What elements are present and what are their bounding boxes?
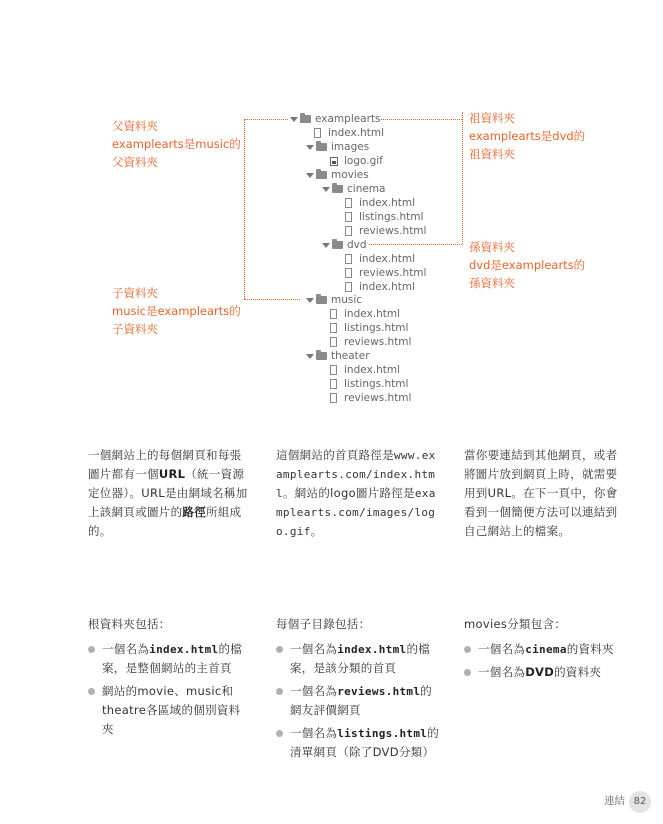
tree-label: reviews.html xyxy=(359,267,427,279)
tree-row-music-reviews[interactable] xyxy=(330,335,411,349)
folder-icon xyxy=(332,241,343,249)
file-icon xyxy=(345,254,352,264)
tree-label: index.html xyxy=(328,127,384,139)
connector-child-h xyxy=(244,299,300,300)
tree-label: index.html xyxy=(359,253,415,265)
folder-icon xyxy=(316,143,327,151)
connector-parent-h xyxy=(244,119,288,120)
bold-term-url: URL xyxy=(158,467,186,481)
chevron-down-icon[interactable] xyxy=(306,298,314,303)
list-item xyxy=(88,682,248,739)
tree-row-logo[interactable] xyxy=(330,154,383,168)
list-text: 的檔案，是該分類的首頁 xyxy=(290,642,431,675)
list-text: 一個名為 xyxy=(478,665,526,679)
list-text: 一個名為 xyxy=(290,684,338,698)
label-grandchild-line2: 孫資料夾 xyxy=(469,276,515,290)
tree-row-cinema-reviews[interactable] xyxy=(345,224,426,238)
connector-grandchild-h xyxy=(369,244,462,245)
label-grandparent-line1: examplearts是dvd的 xyxy=(469,129,586,143)
tree-label: music xyxy=(331,294,363,306)
connector-right-v xyxy=(462,112,463,244)
file-icon xyxy=(330,365,337,375)
tree-label: reviews.html xyxy=(359,225,427,237)
file-icon xyxy=(345,226,352,236)
label-parent-title: 父資料夾 xyxy=(112,119,158,133)
chevron-down-icon[interactable] xyxy=(306,173,314,178)
folder-icon xyxy=(332,185,343,193)
list-text: 一個名為 xyxy=(478,642,526,656)
file-icon xyxy=(330,323,337,333)
paragraph-text: 當你要連結到其他網頁，或者將圖片放到網頁上時，就需要用到URL。在下一頁中，你會看到一個簡便方法可以連結到自己網站上的檔案。 xyxy=(464,448,618,538)
list-text: 網站的movie、music和theatre各區域的個別資料夾 xyxy=(102,684,241,736)
tree-label: index.html xyxy=(359,197,415,209)
list-text: 一個名為 xyxy=(102,642,150,656)
tree-row-examplearts[interactable] xyxy=(290,112,381,126)
code-filename: index.html xyxy=(149,643,219,656)
file-icon xyxy=(345,198,352,208)
chevron-down-icon[interactable] xyxy=(290,117,298,122)
list-text: 一個名為 xyxy=(290,642,338,656)
label-parent-line1: examplearts是music的 xyxy=(112,137,241,151)
tree-row-theater-listings[interactable] xyxy=(330,377,408,391)
footer-section-title: 連結 xyxy=(604,795,625,807)
file-icon xyxy=(345,282,352,292)
tree-label: index.html xyxy=(344,308,400,320)
list-text: 的網友評價網頁 xyxy=(290,684,433,717)
label-child-line1: music是examplearts的 xyxy=(112,304,241,318)
label-parent xyxy=(112,117,241,171)
label-child xyxy=(112,284,241,338)
code-filename: listings.html xyxy=(337,727,428,740)
chevron-down-icon[interactable] xyxy=(322,187,330,192)
list-subdirectory xyxy=(276,615,440,766)
tree-row-theater-reviews[interactable] xyxy=(330,391,411,405)
tree-row-dvd[interactable] xyxy=(322,238,367,252)
tree-label: logo.gif xyxy=(344,155,383,167)
paragraph-text: （統一資源定位器）。URL是由網域名稱加上該網頁或圖片的 xyxy=(88,467,248,519)
file-icon xyxy=(330,393,337,403)
connector-grandparent-h xyxy=(381,119,462,120)
tree-label: cinema xyxy=(347,183,386,195)
label-grandparent-line2: 祖資料夾 xyxy=(469,147,515,161)
file-icon xyxy=(314,128,321,138)
tree-row-images[interactable] xyxy=(306,140,369,154)
list-item xyxy=(464,640,634,659)
list-item xyxy=(464,663,634,682)
page-number: 82 xyxy=(629,791,651,813)
tree-label: movies xyxy=(331,169,369,181)
tree-label: index.html xyxy=(359,281,415,293)
label-grandparent-title: 祖資料夾 xyxy=(469,111,515,125)
tree-row-index[interactable] xyxy=(314,126,384,140)
list-item xyxy=(276,724,440,762)
list-text: 的檔案，是整個網站的主首頁 xyxy=(102,642,243,675)
list-item xyxy=(88,640,248,678)
tree-row-theater-index[interactable] xyxy=(330,363,400,377)
tree-label: examplearts xyxy=(315,113,381,125)
tree-label: reviews.html xyxy=(344,392,412,404)
label-child-line2: 子資料夾 xyxy=(112,322,158,336)
tree-row-theater[interactable] xyxy=(306,349,370,363)
bold-term-path: 路徑 xyxy=(182,505,207,519)
tree-row-movies[interactable] xyxy=(306,168,369,182)
tree-label: dvd xyxy=(347,239,367,251)
label-grandchild-title: 孫資料夾 xyxy=(469,240,515,254)
tree-label: listings.html xyxy=(359,211,424,223)
paragraph-text: 所組成的。 xyxy=(88,505,242,538)
tree-row-dvd-index[interactable] xyxy=(345,252,415,266)
list-item xyxy=(276,640,440,678)
file-icon xyxy=(345,212,352,222)
list-heading: 每個子目錄包括： xyxy=(276,617,371,631)
tree-row-dvd-index2[interactable] xyxy=(345,280,415,294)
paragraph-text: 一個網站上的每個網頁和每張圖片都有一個 xyxy=(88,448,242,481)
list-text: 的資料夾 xyxy=(566,642,614,656)
tree-label: listings.html xyxy=(344,322,409,334)
tree-row-cinema-listings[interactable] xyxy=(345,210,423,224)
tree-label: listings.html xyxy=(344,378,409,390)
image-file-icon xyxy=(330,157,338,166)
tree-label: reviews.html xyxy=(344,336,412,348)
list-text: 一個名為 xyxy=(290,726,338,740)
tree-label: index.html xyxy=(344,364,400,376)
chevron-down-icon[interactable] xyxy=(322,243,330,248)
code-filename: reviews.html xyxy=(337,685,421,698)
paragraph-text: 。網站的logo圖片路徑是 xyxy=(282,486,415,500)
list-heading: movies分類包含： xyxy=(464,617,567,631)
tree-row-cinema[interactable] xyxy=(322,182,385,196)
list-movies xyxy=(464,615,634,686)
tree-label: images xyxy=(331,141,370,153)
chevron-down-icon[interactable] xyxy=(306,354,314,359)
tree-row-music-listings[interactable] xyxy=(330,321,408,335)
list-text: 的清單網頁（除了DVD分類） xyxy=(290,726,440,759)
list-heading: 根資料夾包括： xyxy=(88,617,171,631)
tree-row-music-index[interactable] xyxy=(330,307,400,321)
file-icon xyxy=(345,268,352,278)
code-homepage-path: www.examplearts.com/index.html xyxy=(276,449,436,500)
tree-label: theater xyxy=(331,350,370,362)
paragraph-url xyxy=(88,446,248,541)
tree-row-cinema-index[interactable] xyxy=(345,196,415,210)
paragraph-text: 這個網站的首頁路徑是 xyxy=(276,448,394,462)
code-filename: index.html xyxy=(337,643,407,656)
label-child-title: 子資料夾 xyxy=(112,286,158,300)
label-parent-line2: 父資料夾 xyxy=(112,155,158,169)
file-icon xyxy=(330,309,337,319)
paragraph-text: 。 xyxy=(310,524,323,538)
folder-icon xyxy=(300,115,311,123)
folder-icon xyxy=(316,296,327,304)
paragraph-paths xyxy=(276,446,438,541)
code-foldername: cinema xyxy=(525,643,567,656)
tree-row-music[interactable] xyxy=(306,293,362,307)
file-icon xyxy=(330,379,337,389)
list-text: 的資料夾 xyxy=(554,665,602,679)
list-root xyxy=(88,615,248,743)
file-icon xyxy=(330,337,337,347)
label-grandchild-line1: dvd是examplearts的 xyxy=(469,258,586,272)
list-item xyxy=(276,682,440,720)
label-grandchild xyxy=(469,238,585,292)
chevron-down-icon[interactable] xyxy=(306,145,314,150)
label-grandparent xyxy=(469,109,585,163)
code-logo-path: examplearts.com/images/logo.gif xyxy=(276,487,436,538)
folder-icon xyxy=(316,352,327,360)
folder-icon xyxy=(316,171,327,179)
connector-parent-child-v xyxy=(244,119,245,299)
tree-row-dvd-reviews[interactable] xyxy=(345,266,426,280)
paragraph-linking xyxy=(464,446,624,541)
code-foldername: DVD xyxy=(525,665,555,679)
